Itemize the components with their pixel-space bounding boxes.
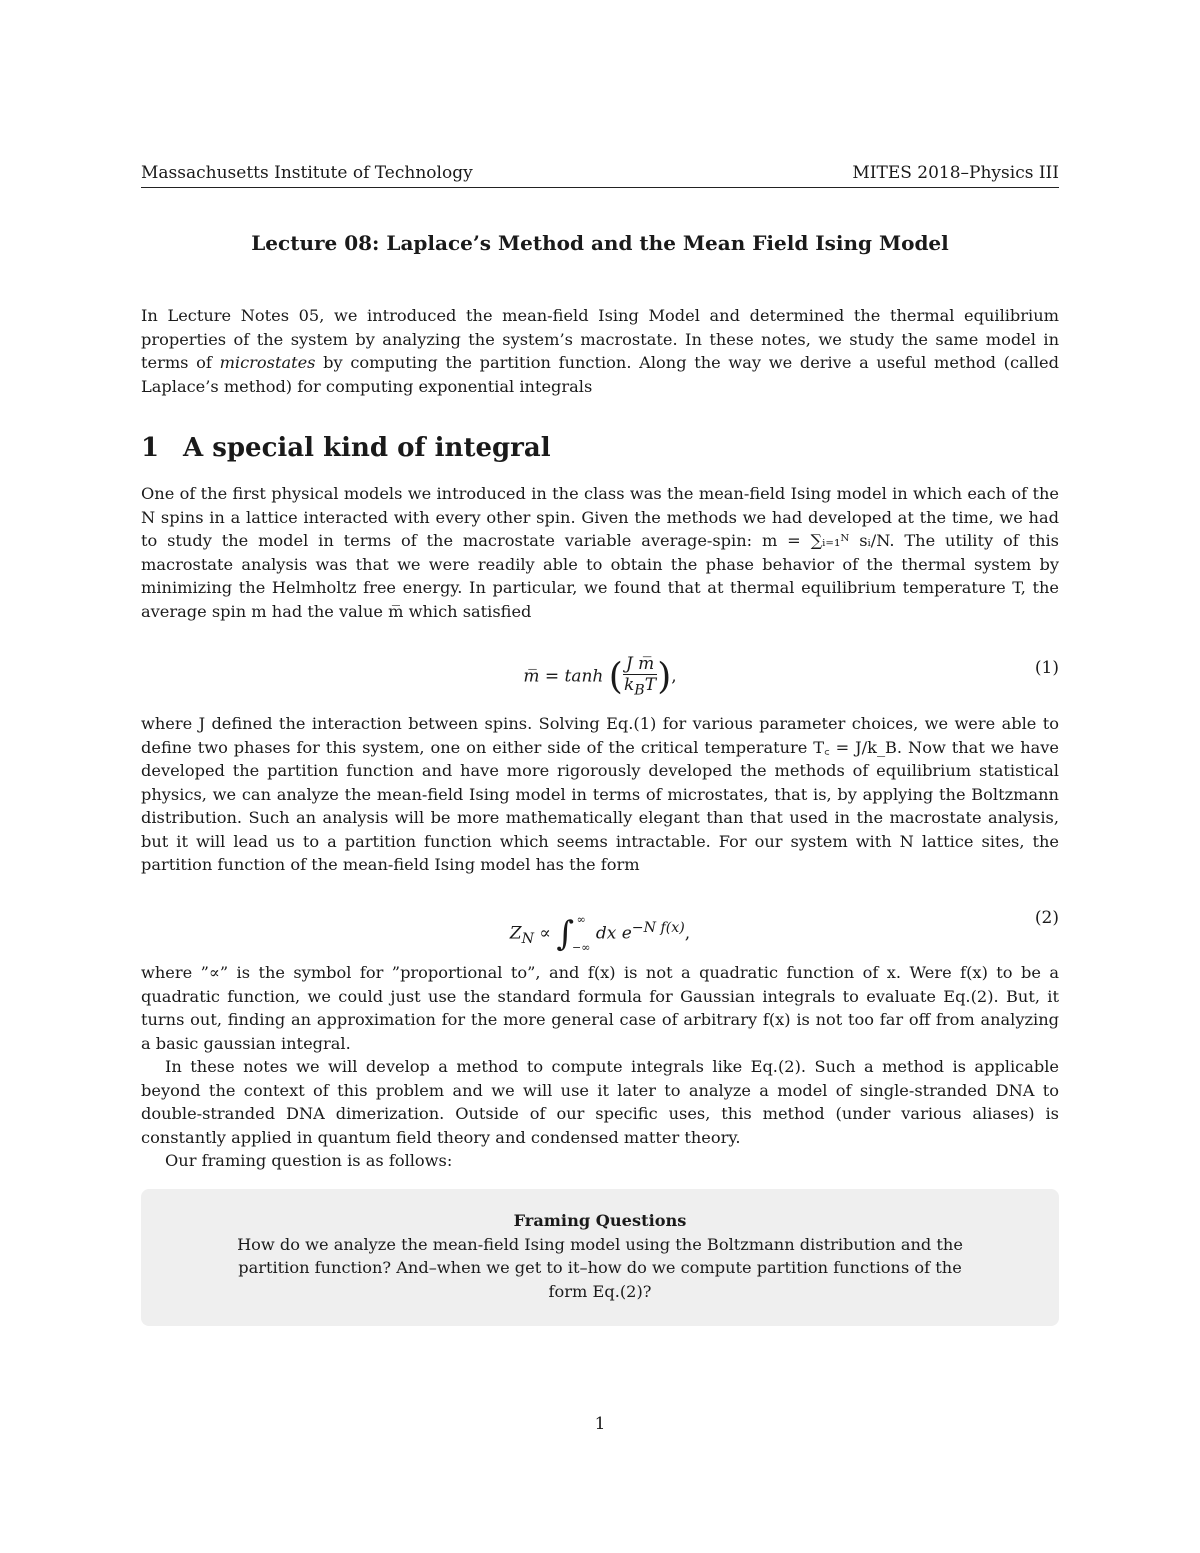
running-header	[141, 162, 1059, 188]
equation-1-body	[141, 654, 1059, 700]
equation-2	[141, 892, 1059, 954]
section1-paragraph-5: Our framing question is as follows:	[165, 1151, 453, 1170]
header-course: MITES 2018–Physics III	[852, 163, 1059, 183]
section-title: A special kind of integral	[183, 433, 551, 463]
eq2-integrand: dx e	[595, 923, 632, 944]
section1-paragraph-4: In these notes we will develop a method to compute integrals like Eq.(2). Such a method is applicable beyond the context of this problem and we will use it later to analyze a model of single-stranded DNA to double-stranded DNA dimerization. Outside of our specific uses, this method (under various aliases) is constantly applied in quantum field theory and condensed matter theory.	[141, 1057, 1059, 1147]
section1-paragraph-1: One of the first physical models we introduced in the class was the mean-field Ising model in which each of the N spins in a lattice interacted with every other spin. Given the methods we had developed at the time, we had to study the model in terms of the macrostate variable average-spin: m = ∑ᵢ₌₁ᴺ sᵢ/N. The utility of this macrostate analysis was that we were readily able to obtain the phase behavior of the thermal system by minimizing the Helmholtz free energy. In particular, we found that at thermal equilibrium temperature T, the average spin m had the value m̅ which satisfied	[141, 484, 1059, 621]
eq2-proportional: ∝	[539, 923, 551, 944]
eq2-comma: ,	[684, 923, 691, 944]
eq1-comma: ,	[671, 666, 677, 687]
lecture-title: Lecture 08: Laplace’s Method and the Mean Field Ising Model	[251, 231, 949, 255]
section-number: 1	[141, 433, 160, 463]
eq1-numerator: J m̅	[623, 654, 657, 675]
eq1-denominator	[623, 675, 657, 700]
eq2-upper-limit: ∞	[576, 913, 586, 926]
header-institution: Massachusetts Institute of Technology	[141, 163, 473, 183]
eq1-den-k: k	[623, 675, 635, 695]
framing-questions-box	[141, 1189, 1059, 1326]
eq2-lower-limit: −∞	[572, 941, 591, 954]
eq2-z-sub: N	[521, 930, 534, 947]
eq1-fraction	[623, 654, 657, 700]
eq2-limits	[572, 906, 590, 962]
intro-text-1: In Lecture Notes 05, we introduced the mean-field Ising Model and determined the thermal equilibrium properties of the system by analyzing the system’s macrostate. In these notes, we study the same model in terms of	[141, 306, 1059, 372]
intro-paragraph	[141, 304, 1059, 398]
integral-sign-icon: ∫	[556, 914, 575, 954]
eq1-den-sub: B	[634, 682, 645, 699]
framing-body: How do we analyze the mean-field Ising model using the Boltzmann distribution and the partition function? And–when we get to it–how do we compute partition functions of the form Eq.(2)?	[237, 1234, 963, 1301]
eq2-exponent: −N f(x)	[631, 919, 685, 936]
eq1-right-paren: )	[657, 656, 672, 698]
section1-paragraph-3: where ”∝” is the symbol for ”proportional to”, and f(x) is not a quadratic function of x. Were f(x) to be a quadratic function, we could just use the standard formula for Gaussian integrals to evaluate Eq.(2). But, it turns out, finding an approximation for the more general case of arbitrary f(x) is not too far off from analyzing a basic gaussian integral.	[141, 963, 1059, 1053]
section-heading	[141, 432, 1059, 464]
intro-emphasis: microstates	[219, 353, 316, 372]
page-number: 1	[594, 1414, 606, 1434]
section1-paragraph-2: where J defined the interaction between spins. Solving Eq.(1) for various parameter choices, we were able to define two phases for this system, one on either side of the critical temperature T꜀ = J/k_B. Now that we have developed the partition function and have more rigorously developed the methods of equilibrium statistical physics, we can analyze the mean-field Ising model in terms of microstates, that is, by applying the Boltzmann distribution. Such an analysis will be more mathematically elegant than that used in the macrostate analysis, but it will lead us to a partition function which seems intractable. For our system with N lattice sites, the partition function of the mean-field Ising model has the form	[141, 714, 1059, 874]
eq1-left-paren: (	[608, 656, 623, 698]
equation-2-number: (2)	[1034, 908, 1059, 928]
equation-2-body	[141, 906, 1059, 962]
eq2-z: Z	[509, 923, 522, 944]
section1-continued	[141, 961, 1059, 1173]
eq1-lhs: m̅ = tanh	[523, 666, 604, 687]
intro-text-2: by computing the partition function. Along the way we derive a useful method (called Laplace’s method) for computing exponential integrals	[141, 353, 1059, 396]
equation-1	[141, 642, 1059, 699]
equation-1-number: (1)	[1034, 658, 1059, 678]
eq1-den-t: T	[644, 675, 657, 695]
framing-title: Framing Questions	[513, 1211, 687, 1230]
